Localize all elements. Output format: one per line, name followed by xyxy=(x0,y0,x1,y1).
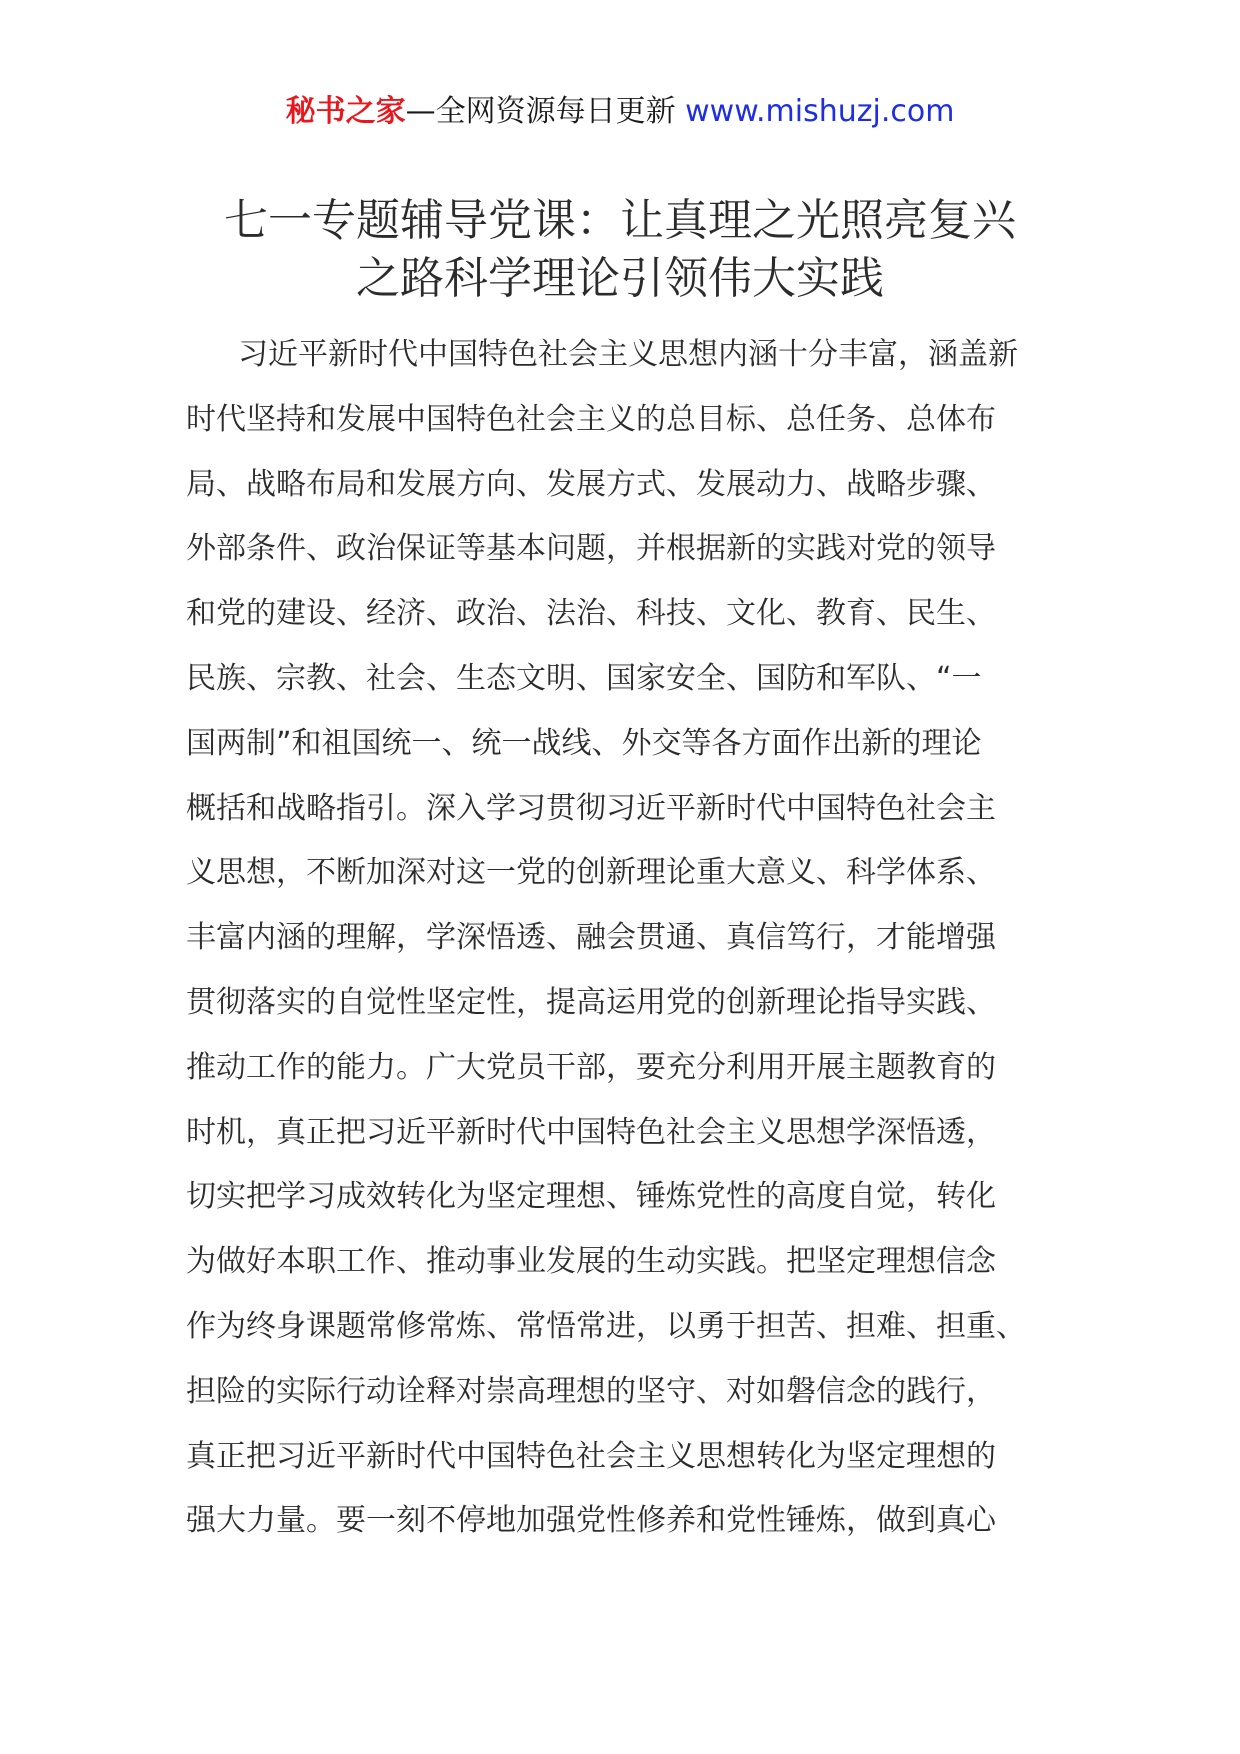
body-line: 习近平新时代中国特色社会主义思想内涵十分丰富，涵盖新 xyxy=(238,337,1018,372)
site-brand: 秘书之家 xyxy=(285,94,406,129)
title-line-2: 之路科学理论引领伟大实践 xyxy=(356,253,884,304)
body-line: 作为终身课题常修常炼、常悟常进，以勇于担苦、担难、担重、 xyxy=(186,1308,1026,1344)
site-header xyxy=(0,92,1240,132)
body-line: 推动工作的能力。广大党员干部，要充分利用开展主题教育的 xyxy=(186,1049,996,1085)
body-line: 义思想，不断加深对这一党的创新理论重大意义、科学体系、 xyxy=(186,855,996,891)
body-line: 真正把习近平新时代中国特色社会主义思想转化为坚定理想的 xyxy=(186,1438,996,1474)
site-tagline: —全网资源每日更新 xyxy=(405,94,676,129)
body-line: 为做好本职工作、推动事业发展的生动实践。把坚定理想信念 xyxy=(186,1244,996,1280)
body-line: 切实把学习成效转化为坚定理想、锤炼党性的高度自觉，转化 xyxy=(186,1179,996,1215)
body-line: 贯彻落实的自觉性坚定性，提高运用党的创新理论指导实践、 xyxy=(186,984,996,1020)
body-line: 概括和战略指引。深入学习贯彻习近平新时代中国特色社会主 xyxy=(186,790,996,826)
body-line: 和党的建设、经济、政治、法治、科技、文化、教育、民生、 xyxy=(186,596,996,632)
body-line: 局、战略布局和发展方向、发展方式、发展动力、战略步骤、 xyxy=(186,466,996,502)
title-line-1: 七一专题辅导党课：让真理之光照亮复兴 xyxy=(224,195,1016,246)
body-paragraph xyxy=(186,337,1056,1571)
body-line: 强大力量。要一刻不停地加强党性修养和党性锤炼，做到真心 xyxy=(186,1503,996,1539)
body-line: 时代坚持和发展中国特色社会主义的总目标、总任务、总体布 xyxy=(186,401,996,437)
site-url-link[interactable]: www.mishuzj.com xyxy=(685,94,955,129)
body-line: 国两制”和祖国统一、统一战线、外交等各方面作出新的理论 xyxy=(186,725,982,761)
body-line: 担险的实际行动诠释对崇高理想的坚守、对如磐信念的践行， xyxy=(186,1373,996,1409)
body-line: 时机，真正把习近平新时代中国特色社会主义思想学深悟透， xyxy=(186,1114,996,1150)
body-line: 丰富内涵的理解，学深悟透、融会贯通、真信笃行，才能增强 xyxy=(186,920,996,956)
body-line: 民族、宗教、社会、生态文明、国家安全、国防和军队、“一 xyxy=(186,660,982,696)
document-title xyxy=(170,192,1070,308)
body-line: 外部条件、政治保证等基本问题，并根据新的实践对党的领导 xyxy=(186,531,996,567)
